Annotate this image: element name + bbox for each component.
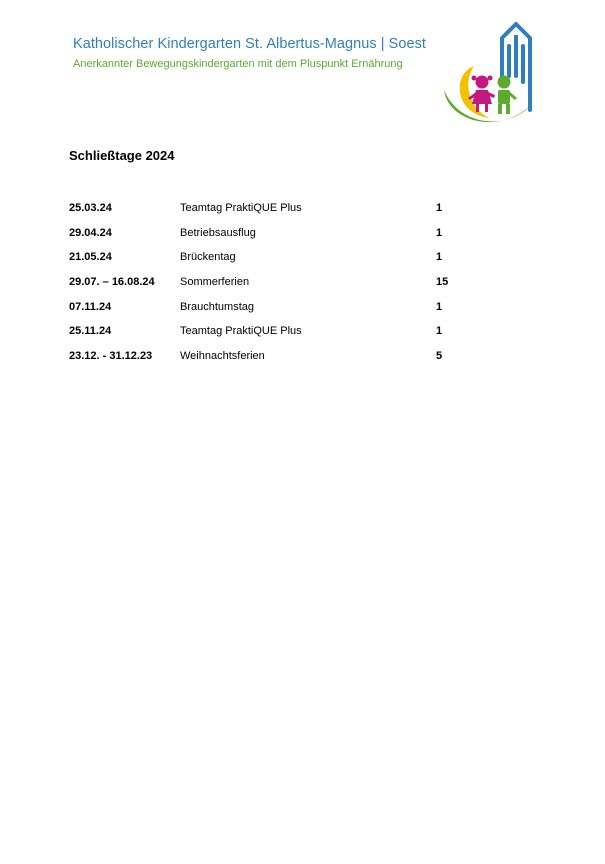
- row-description: Brückentag: [180, 251, 236, 264]
- row-days: 1: [436, 251, 443, 264]
- closing-days-table: [69, 201, 469, 374]
- row-description: Teamtag PraktiQUE Plus: [180, 325, 302, 338]
- row-date: 21.05.24: [69, 251, 112, 264]
- table-row: [69, 349, 469, 374]
- row-days: 1: [436, 325, 443, 338]
- row-days: 15: [436, 276, 449, 289]
- table-row: [69, 275, 469, 300]
- table-row: [69, 250, 469, 275]
- kindergarten-logo-icon: [440, 18, 540, 138]
- row-date: 25.03.24: [69, 202, 112, 214]
- row-description: Teamtag PraktiQUE Plus: [180, 202, 302, 214]
- row-date: 23.12. - 31.12.23: [69, 350, 153, 363]
- row-description: Betriebsausflug: [180, 226, 256, 239]
- row-date: 25.11.24: [69, 325, 112, 338]
- table-row: [69, 300, 469, 325]
- table-row: [69, 226, 469, 251]
- row-date: 29.07. – 16.08.24: [69, 276, 155, 289]
- row-days: 1: [436, 300, 443, 313]
- row-date: 29.04.24: [69, 226, 112, 239]
- row-days: 1: [436, 226, 443, 239]
- row-description: Sommerferien: [180, 276, 250, 289]
- row-date: 07.11.24: [69, 300, 112, 313]
- table-row: [69, 324, 469, 349]
- row-days: 5: [436, 350, 443, 363]
- row-description: Brauchtumstag: [180, 300, 254, 313]
- header-subtitle: Anerkannter Bewegungskindergarten mit dem Pluspunkt Ernährung: [73, 58, 403, 70]
- row-days: 1: [436, 202, 443, 214]
- table-row: [69, 201, 469, 226]
- row-description: Weihnachtsferien: [180, 350, 265, 363]
- header-title: Katholischer Kindergarten St. Albertus-Magnus | Soest: [73, 36, 426, 52]
- section-title: Schließtage 2024: [69, 148, 175, 163]
